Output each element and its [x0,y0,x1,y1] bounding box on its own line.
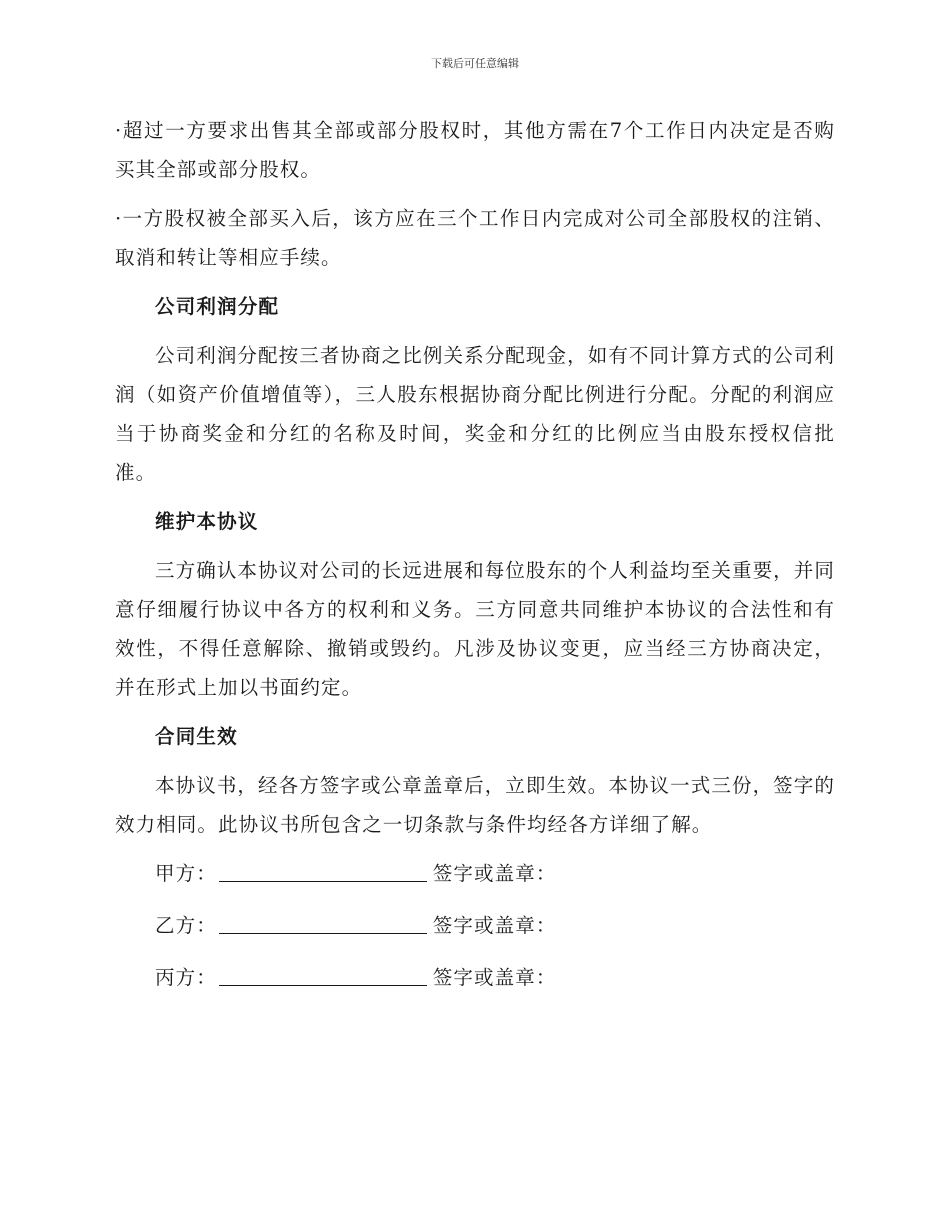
section-title-contract-effective: 合同生效 [155,725,238,748]
section-body-maintain-agreement: 三方确认本协议对公司的长远进展和每位股东的个人利益均至关重要，并同意仔细履行协议中各方的权利和义务。三方同意共同维护本协议的合法性和有效性，不得任意解除、撤销或毁约。凡涉及协议变更，应当经三方协商决定，并在形式上加以书面约定。 [115,559,835,699]
sign-label: 签字或盖章： [432,862,557,885]
bullet-sale-of-shares: ·超过一方要求出售其全部或部分股权时，其他方需在7个工作日内决定是否购买其全部或部分股权。 [115,119,835,181]
page-header: 下载后可任意编辑 [431,57,519,70]
party-label: 甲方： [155,862,217,885]
bullet-share-cancellation: ·一方股权被全部买入后，该方应在三个工作日内完成对公司全部股权的注销、取消和转让等相应手续。 [115,207,835,269]
party-label: 丙方： [155,966,217,989]
signature-line[interactable] [219,909,427,934]
signature-row-party-a [115,854,835,893]
section-title-maintain-agreement: 维护本协议 [155,510,259,533]
signature-line[interactable] [219,857,427,882]
signature-row-party-b [115,906,835,945]
section-title-profit-distribution: 公司利润分配 [155,295,280,318]
party-label: 乙方： [155,914,217,937]
document-body [115,111,835,1010]
section-body-contract-effective: 本协议书，经各方签字或公章盖章后，立即生效。本协议一式三份，签字的效力相同。此协议书所包含之一切条款与条件均经各方详细了解。 [115,774,835,836]
signature-line[interactable] [219,961,427,986]
sign-label: 签字或盖章： [432,966,557,989]
section-body-profit-distribution: 公司利润分配按三者协商之比例关系分配现金，如有不同计算方式的公司利润（如资产价值增值等），三人股东根据协商分配比例进行分配。分配的利润应当于协商奖金和分红的名称及时间，奖金和分红的比例应当由股东授权信批准。 [115,344,835,484]
sign-label: 签字或盖章： [432,914,557,937]
signature-row-party-c [115,958,835,997]
